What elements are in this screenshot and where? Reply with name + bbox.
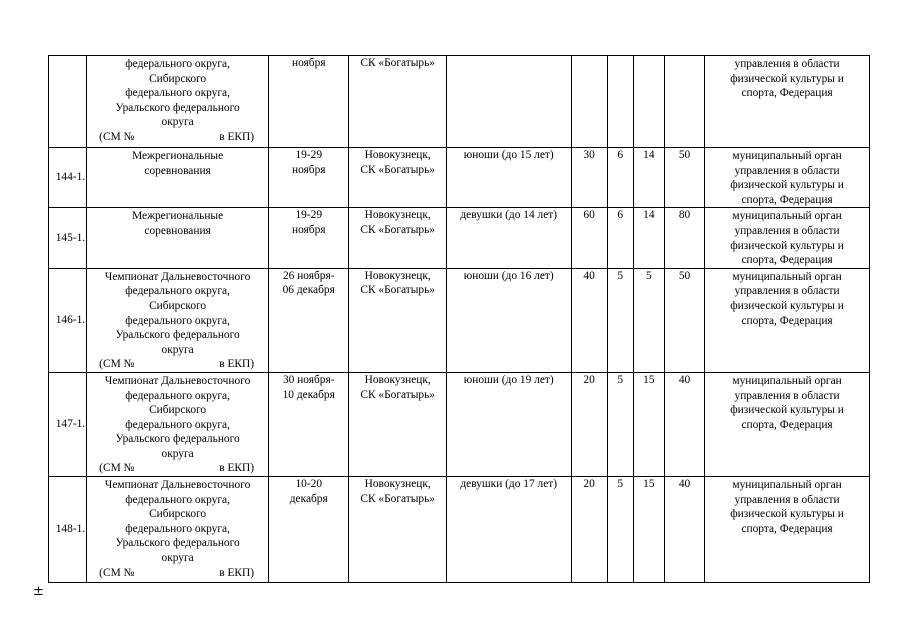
cell-line: управления в области — [734, 164, 840, 177]
count-column-2 — [607, 208, 633, 268]
cell-text: 146-1. — [55, 314, 86, 327]
event-number — [49, 477, 87, 583]
page-mark: ± — [33, 584, 44, 599]
cell-line: спорта, Федерация — [741, 254, 833, 267]
cell-line: ноября — [291, 223, 326, 236]
cell-line: Новокузнецк, — [364, 149, 431, 161]
cell-text: 145-1. — [55, 231, 86, 244]
event-venue — [349, 56, 446, 148]
event-number — [49, 56, 87, 148]
age-category — [446, 268, 571, 372]
ekp-prefix: (СМ № — [99, 130, 135, 143]
cell-line: федерального округа, — [125, 389, 230, 402]
cell-text: девушки (до 17 лет) — [460, 478, 558, 491]
event-dates — [269, 477, 349, 583]
count-column-1 — [571, 268, 607, 372]
event-name — [87, 148, 269, 208]
cell-line: Межрегиональные — [132, 210, 224, 223]
ekp-reference — [89, 357, 266, 372]
cell-text: 6 — [617, 209, 624, 222]
ekp-prefix: (СМ № — [99, 358, 135, 371]
cell-line: округа — [161, 116, 194, 129]
cell-text: 15 — [643, 373, 655, 386]
count-column-2 — [607, 372, 633, 476]
cell-line: федерального округа, — [125, 522, 230, 535]
cell-line: 26 ноября- — [282, 269, 335, 282]
event-dates — [269, 268, 349, 372]
events-table — [48, 55, 870, 583]
cell-line: СК «Богатырь» — [360, 284, 435, 297]
cell-line: управления в области — [734, 493, 840, 506]
event-name — [87, 268, 269, 372]
count-column-4 — [664, 268, 704, 372]
cell-line: физической культуры и — [730, 239, 844, 252]
cell-text: 40 — [583, 269, 595, 282]
count-column-4 — [664, 477, 704, 583]
cell-text: 5 — [617, 373, 624, 386]
event-dates — [269, 56, 349, 148]
cell-line: управления в области — [734, 285, 840, 298]
cell-line: декабря — [289, 492, 328, 505]
count-column-1 — [571, 477, 607, 583]
cell-text: 40 — [678, 478, 691, 491]
count-column-3 — [633, 208, 664, 268]
cell-line: Сибирского — [149, 299, 207, 312]
ekp-prefix: (СМ № — [99, 462, 135, 475]
event-venue — [349, 148, 446, 208]
event-dates — [269, 372, 349, 476]
ekp-suffix: в ЕКП) — [219, 358, 255, 371]
cell-line: муниципальный орган — [732, 374, 842, 387]
organizer — [705, 268, 870, 372]
cell-line: ноября — [291, 163, 326, 176]
event-number — [49, 148, 87, 208]
cell-text: 148-1. — [55, 523, 86, 536]
cell-line: Сибирского — [149, 508, 207, 521]
cell-line: муниципальный орган — [732, 479, 842, 492]
count-column-3 — [633, 268, 664, 372]
ekp-suffix: в ЕКП) — [219, 462, 255, 475]
table-row — [49, 56, 870, 148]
event-venue — [349, 477, 446, 583]
cell-line: Новокузнецк, — [364, 478, 431, 491]
cell-line: Уральского федерального — [115, 329, 240, 342]
count-column-2 — [607, 56, 633, 148]
cell-line: федерального округа, — [125, 87, 230, 100]
cell-line: 30 ноября- — [282, 373, 335, 386]
cell-line: Чемпионат Дальневосточного — [104, 479, 251, 492]
organizer — [705, 56, 870, 148]
cell-line: спорта, Федерация — [741, 522, 833, 535]
event-name — [87, 56, 269, 148]
age-category — [446, 208, 571, 268]
count-column-2 — [607, 477, 633, 583]
cell-line: федерального округа, — [125, 418, 230, 431]
cell-line: федерального округа, — [125, 285, 230, 298]
ekp-suffix: в ЕКП) — [219, 130, 255, 143]
cell-text: 60 — [583, 209, 595, 222]
cell-line: федерального округа, — [125, 314, 230, 327]
table-row — [49, 148, 870, 208]
ekp-reference — [89, 461, 266, 476]
cell-text: 20 — [583, 373, 595, 386]
cell-line: СК «Богатырь» — [360, 163, 435, 176]
event-name — [87, 372, 269, 476]
cell-line: 10-20 — [295, 478, 323, 491]
cell-line: соревнования — [144, 224, 211, 237]
cell-text: юноши (до 15 лет) — [463, 149, 554, 161]
age-category — [446, 56, 571, 148]
event-number — [49, 268, 87, 372]
cell-line: соревнования — [144, 164, 211, 177]
cell-line: Чемпионат Дальневосточного — [104, 270, 251, 283]
event-venue — [349, 372, 446, 476]
cell-line: муниципальный орган — [732, 150, 842, 162]
table-row — [49, 372, 870, 476]
cell-line: Уральского федерального — [115, 433, 240, 446]
cell-line: ноября — [291, 57, 326, 69]
cell-line: физической культуры и — [730, 404, 844, 417]
cell-line: Уральского федерального — [115, 537, 240, 550]
cell-line: муниципальный орган — [732, 270, 842, 283]
cell-line: СК «Богатырь» — [360, 388, 435, 401]
cell-text: 50 — [678, 149, 691, 161]
cell-line: Новокузнецк, — [364, 209, 431, 222]
count-column-3 — [633, 56, 664, 148]
count-column-1 — [571, 148, 607, 208]
cell-text: 6 — [617, 149, 624, 161]
cell-line: управления в области — [734, 389, 840, 402]
cell-text: 80 — [678, 209, 691, 222]
cell-line: Межрегиональные — [132, 150, 224, 162]
cell-line: муниципальный орган — [732, 210, 842, 223]
cell-line: физической культуры и — [730, 508, 844, 521]
cell-line: Уральского федерального — [115, 101, 240, 114]
cell-text: 14 — [643, 209, 655, 222]
count-column-3 — [633, 148, 664, 208]
cell-line: 06 декабря — [282, 284, 335, 297]
count-column-2 — [607, 148, 633, 208]
ekp-suffix: в ЕКП) — [219, 566, 255, 579]
organizer — [705, 148, 870, 208]
cell-line: спорта, Федерация — [741, 418, 833, 431]
age-category — [446, 372, 571, 476]
age-category — [446, 477, 571, 583]
cell-text: девушки (до 14 лет) — [460, 209, 558, 222]
cell-line: 10 декабря — [282, 388, 335, 401]
event-dates — [269, 208, 349, 268]
cell-text: 15 — [643, 478, 655, 491]
count-column-3 — [633, 477, 664, 583]
event-venue — [349, 208, 446, 268]
cell-line: округа — [161, 343, 194, 356]
cell-text: юноши (до 19 лет) — [463, 373, 554, 386]
cell-text: 5 — [617, 478, 624, 491]
event-dates — [269, 148, 349, 208]
table-row — [49, 477, 870, 583]
organizer — [705, 208, 870, 268]
organizer — [705, 372, 870, 476]
cell-text: 5 — [646, 269, 652, 282]
table-body — [49, 56, 870, 583]
ekp-prefix: (СМ № — [99, 566, 135, 579]
cell-line: федерального округа, — [125, 58, 230, 70]
table-row — [49, 208, 870, 268]
cell-line: 19-29 — [295, 149, 323, 161]
cell-line: физической культуры и — [730, 179, 844, 192]
cell-line: федерального округа, — [125, 493, 230, 506]
ekp-reference — [89, 566, 266, 581]
cell-line: Новокузнецк, — [364, 269, 431, 282]
cell-text: юноши (до 16 лет) — [463, 269, 554, 282]
cell-line: управления в области — [734, 58, 840, 70]
count-column-1 — [571, 56, 607, 148]
event-name — [87, 208, 269, 268]
cell-line: 19-29 — [295, 209, 323, 222]
cell-line: спорта, Федерация — [741, 314, 833, 327]
event-name — [87, 477, 269, 583]
count-column-1 — [571, 372, 607, 476]
event-number — [49, 372, 87, 476]
cell-line: управления в области — [734, 224, 840, 237]
cell-text: 30 — [583, 149, 595, 161]
cell-line: физической культуры и — [730, 299, 844, 312]
count-column-4 — [664, 148, 704, 208]
cell-text: 147-1. — [55, 418, 86, 431]
count-column-4 — [664, 208, 704, 268]
table-row — [49, 268, 870, 372]
age-category — [446, 148, 571, 208]
cell-line: Сибирского — [149, 404, 207, 417]
cell-line: спорта, Федерация — [741, 193, 833, 206]
ekp-reference — [89, 130, 266, 145]
event-number — [49, 208, 87, 268]
cell-line: спорта, Федерация — [741, 87, 833, 100]
cell-text: 144-1. — [55, 171, 86, 184]
cell-text: 20 — [583, 478, 595, 491]
cell-text: 14 — [643, 149, 655, 161]
cell-text: 5 — [617, 269, 624, 282]
cell-line: Чемпионат Дальневосточного — [104, 374, 251, 387]
count-column-3 — [633, 372, 664, 476]
cell-line: физической культуры и — [730, 72, 844, 85]
event-venue — [349, 268, 446, 372]
cell-line: округа — [161, 552, 194, 565]
cell-line: СК «Богатырь» — [360, 492, 435, 505]
cell-line: Сибирского — [149, 72, 207, 85]
count-column-1 — [571, 208, 607, 268]
cell-line: Новокузнецк, — [364, 373, 431, 386]
count-column-4 — [664, 56, 704, 148]
cell-line: округа — [161, 447, 194, 460]
count-column-4 — [664, 372, 704, 476]
organizer — [705, 477, 870, 583]
cell-text: 50 — [678, 269, 691, 282]
count-column-2 — [607, 268, 633, 372]
cell-line: СК «Богатырь» — [360, 57, 435, 69]
cell-line: СК «Богатырь» — [360, 223, 435, 236]
cell-text: 40 — [678, 373, 691, 386]
